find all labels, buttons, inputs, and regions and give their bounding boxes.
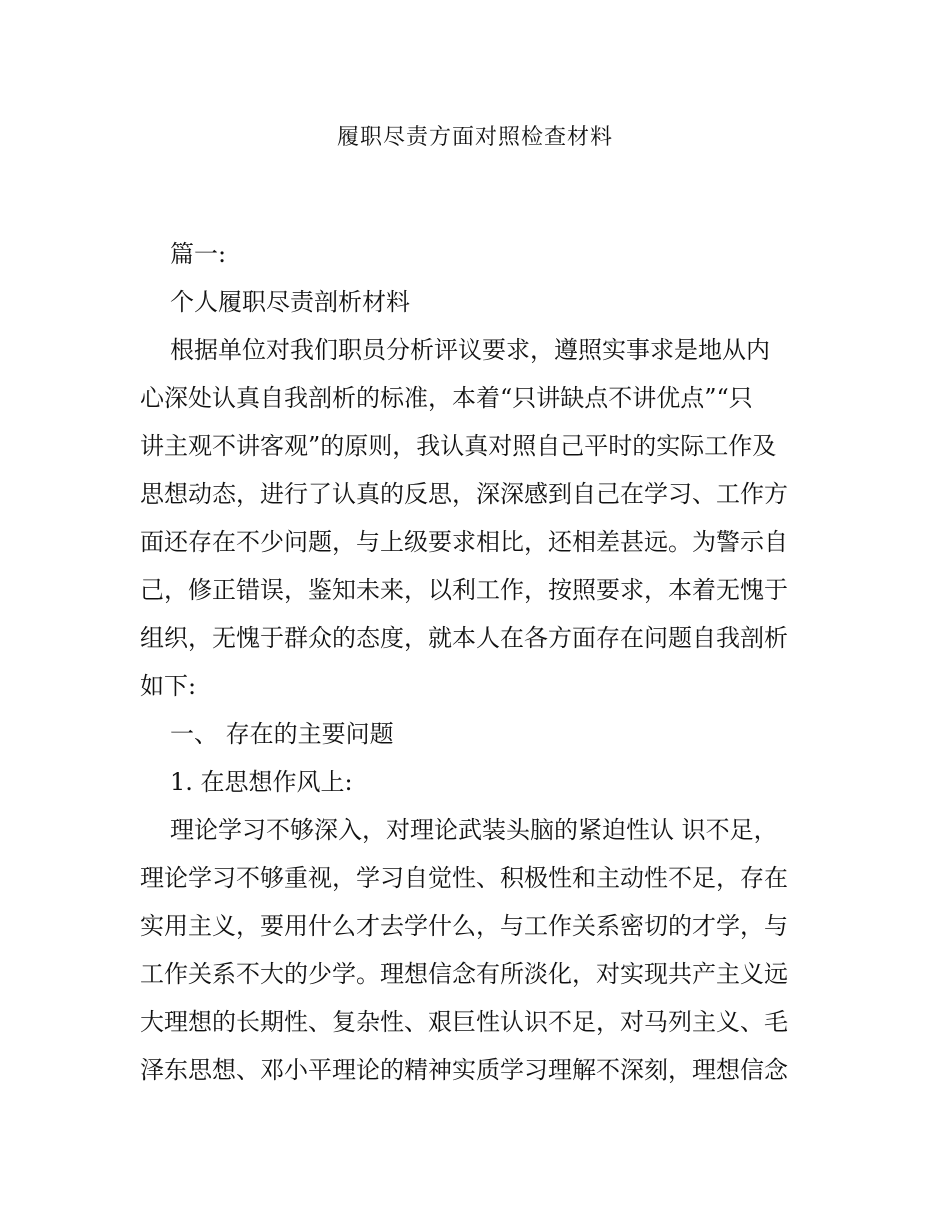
heading-main-issues: 一、 存在的主要问题	[170, 720, 394, 748]
paragraph-line: 理论学习不够重视，学习自觉性、积极性和主动性不足，存在	[140, 864, 788, 892]
paragraph-line: 心深处认真自我剖析的标准，本着“只讲缺点不讲优点”“只	[140, 384, 753, 412]
paragraph-line: 实用主义，要用什么才去学什么，与工作关系密切的才学，与	[140, 912, 788, 940]
paragraph-line: 根据单位对我们职员分析评议要求，遵照实事求是地从内	[170, 336, 770, 364]
paragraph-line: 面还存在不少问题，与上级要求相比，还相差甚远。为警示自	[140, 528, 788, 556]
heading-thought-style: 1. 在思想作风上:	[170, 768, 353, 796]
paragraph-line: 工作关系不大的少学。理想信念有所淡化，对实现共产主义远	[140, 960, 788, 988]
section-label: 篇一:	[170, 240, 227, 268]
paragraph-line: 思想动态，进行了认真的反思，深深感到自己在学习、工作方	[140, 480, 788, 508]
paragraph-line: 如下:	[140, 672, 197, 700]
subtitle: 个人履职尽责剖析材料	[170, 288, 410, 316]
paragraph-line: 组织，无愧于群众的态度，就本人在各方面存在问题自我剖析	[140, 624, 788, 652]
paragraph-line: 己，修正错误，鉴知未来，以利工作，按照要求，本着无愧于	[140, 576, 788, 604]
paragraph-line: 讲主观不讲客观”的原则，我认真对照自己平时的实际工作及	[140, 432, 777, 460]
paragraph-line: 大理想的长期性、复杂性、艰巨性认识不足，对马列主义、毛	[140, 1008, 788, 1036]
paragraph-line: 理论学习不够深入，对理论武装头脑的紧迫性认 识不足，	[170, 816, 778, 844]
paragraph-line: 泽东思想、邓小平理论的精神实质学习理解不深刻，理想信念	[140, 1056, 788, 1084]
document-title: 履职尽责方面对照检查材料	[336, 125, 613, 150]
